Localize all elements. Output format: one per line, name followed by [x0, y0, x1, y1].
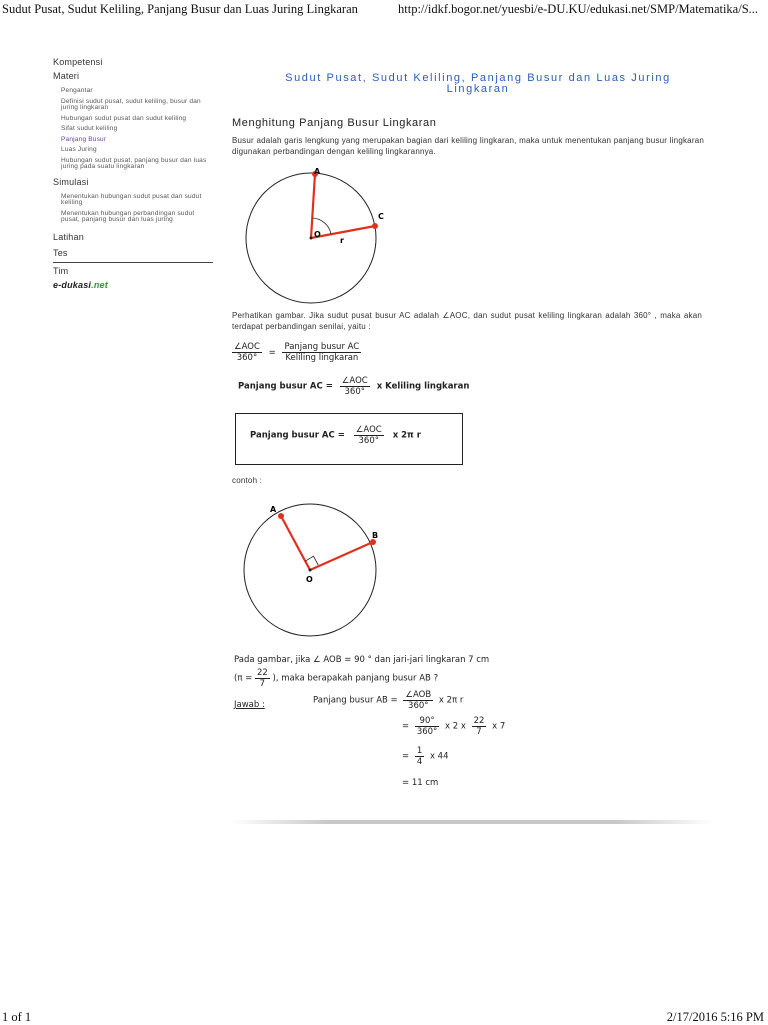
- circle-figure-2: [238, 500, 398, 650]
- nav-hubungan-sudut[interactable]: Hubungan sudut pusat dan sudut keliling: [61, 114, 187, 122]
- fig2-label-b: B: [372, 531, 379, 540]
- f1-eq: =: [268, 347, 276, 358]
- edukasi-logo[interactable]: [53, 280, 213, 290]
- step1-num: ∠AOB: [405, 690, 432, 700]
- main-content: [232, 73, 704, 157]
- ex-pi-open: (π =: [234, 673, 253, 684]
- step3-num: 1: [416, 746, 423, 756]
- formula-ratio: [232, 342, 361, 363]
- f1-den-left: 360°: [236, 353, 258, 363]
- step2-mid: x 2 x: [445, 721, 466, 732]
- example-line-2: [234, 668, 438, 689]
- f2-rhs: x Keliling lingkaran: [376, 381, 470, 392]
- nav-definisi[interactable]: Definisi sudut pusat, sudut keliling, busur dan juring lingkaran: [61, 97, 201, 111]
- f1-den-right: Keliling lingkaran: [285, 353, 359, 363]
- step3-eq: =: [402, 751, 410, 762]
- fig1-label-c: C: [378, 212, 384, 221]
- ex-pi-num: 22: [256, 668, 268, 678]
- page-title: Sudut Pusat, Sudut Keliling, Panjang Busur dan Luas Juring Lingkaran: [285, 72, 671, 95]
- f3-num: ∠AOC: [355, 425, 382, 435]
- nav-materi[interactable]: Materi: [53, 71, 80, 81]
- formula-2pir: [250, 425, 421, 446]
- contoh-label: contoh :: [232, 476, 263, 485]
- step3-rhs: x 44: [429, 751, 449, 762]
- step2-rhs: x 7: [492, 721, 506, 732]
- solution-step-3: [402, 746, 449, 767]
- nav-hubungan-busur-juring[interactable]: Hubungan sudut pusat, panjang busur dan luas juring pada suatu lingkaran: [61, 156, 207, 170]
- f3-lhs: Panjang busur AC =: [250, 430, 345, 441]
- solution-step-1: [313, 690, 463, 711]
- step2-num2: 22: [473, 716, 485, 726]
- solution-step-2: [402, 716, 505, 737]
- step2-den: 360°: [416, 727, 438, 737]
- f1-num-right: Panjang busur AC: [284, 342, 360, 352]
- nav-tim[interactable]: Tim: [53, 265, 69, 276]
- nav-tes[interactable]: Tes: [53, 247, 68, 258]
- f2-num: ∠AOC: [341, 376, 368, 386]
- print-header-url: http://idkf.bogor.net/yuesbi/e-DU.KU/edukasi.net/SMP/Matematika/S...: [398, 2, 759, 16]
- step1-rhs: x 2π r: [438, 695, 464, 706]
- ex-pi-den: 7: [259, 679, 266, 689]
- ex-pi-close: ), maka berapakah panjang busur AB ?: [272, 673, 439, 684]
- sidebar-divider: [53, 262, 213, 263]
- step3-den: 4: [416, 757, 423, 767]
- nav-luas-juring[interactable]: Luas Juring: [61, 146, 97, 153]
- explanation-paragraph: Perhatikan gambar. Jika sudut pusat busur AC adalah ∠AOC, dan sudut pusat keliling lingkaran adalah 360° , maka akan terdapat perbandingan senilai, yaitu :: [232, 311, 702, 331]
- print-header-title: Sudut Pusat, Sudut Keliling, Panjang Busur dan Luas Juring Lingkaran: [2, 2, 358, 16]
- nav-panjang-busur[interactable]: Panjang Busur: [61, 135, 107, 143]
- nav-sim-2[interactable]: Menentukan hubungan perbandingan sudut pusat, panjang busur dan luas juring: [61, 209, 195, 223]
- step1-den: 360°: [408, 701, 429, 711]
- nav-sifat-sudut[interactable]: Sifat sudut keliling: [61, 125, 118, 132]
- f2-den: 360°: [344, 387, 365, 397]
- example-line-1: Pada gambar, jika ∠ AOB = 90 ° dan jari-jari lingkaran 7 cm: [234, 655, 490, 665]
- step2-num: 90°: [415, 716, 439, 727]
- nav-simulasi[interactable]: Simulasi: [53, 176, 89, 187]
- fig2-label-o: O: [306, 575, 313, 584]
- intro-paragraph: Busur adalah garis lengkung yang merupakan bagian dari keliling lingkaran, maka untuk menentukan panjang busur lingkaran digunakan perbandingan dengan keliling lingkarannya.: [232, 136, 704, 156]
- fig1-label-r: r: [340, 236, 344, 245]
- nav-kompetensi[interactable]: Kompetensi: [53, 57, 103, 67]
- logo-net: net: [93, 279, 108, 290]
- f3-den: 360°: [358, 436, 379, 446]
- formula-keliling: [238, 376, 469, 397]
- section-heading: Menghitung Panjang Busur Lingkaran: [232, 117, 437, 129]
- logo-dot: .: [91, 279, 94, 290]
- f3-rhs: x 2π r: [392, 430, 421, 441]
- content-separator: [232, 820, 712, 824]
- solution-step-4: = 11 cm: [402, 778, 439, 788]
- f2-lhs: Panjang busur AC =: [238, 381, 333, 392]
- print-datetime: 2/17/2016 5:16 PM: [666, 1010, 764, 1024]
- circle-figure-1: [238, 164, 398, 314]
- print-footer: [0, 1008, 768, 1024]
- jawab-label: Jawab :: [234, 700, 265, 710]
- nav-latihan[interactable]: Latihan: [53, 231, 84, 242]
- print-header: [0, 0, 768, 20]
- nav-pengantar[interactable]: Pengantar: [61, 87, 93, 94]
- logo-text: e-dukasi: [53, 279, 92, 290]
- fig1-label-a: A: [314, 167, 321, 176]
- fig2-label-a: A: [270, 505, 277, 514]
- step2-den2: 7: [476, 727, 482, 737]
- print-page-count: 1 of 1: [2, 1010, 32, 1024]
- step1-lhs: Panjang busur AB =: [313, 695, 398, 706]
- sidebar-nav: [53, 55, 213, 290]
- step2-eq: =: [402, 721, 410, 732]
- nav-sim-1[interactable]: Menentukan hubungan sudut pusat dan sudut keliling: [61, 192, 202, 206]
- fig1-label-o: O: [314, 230, 321, 239]
- f1-num-left: ∠AOC: [234, 342, 260, 352]
